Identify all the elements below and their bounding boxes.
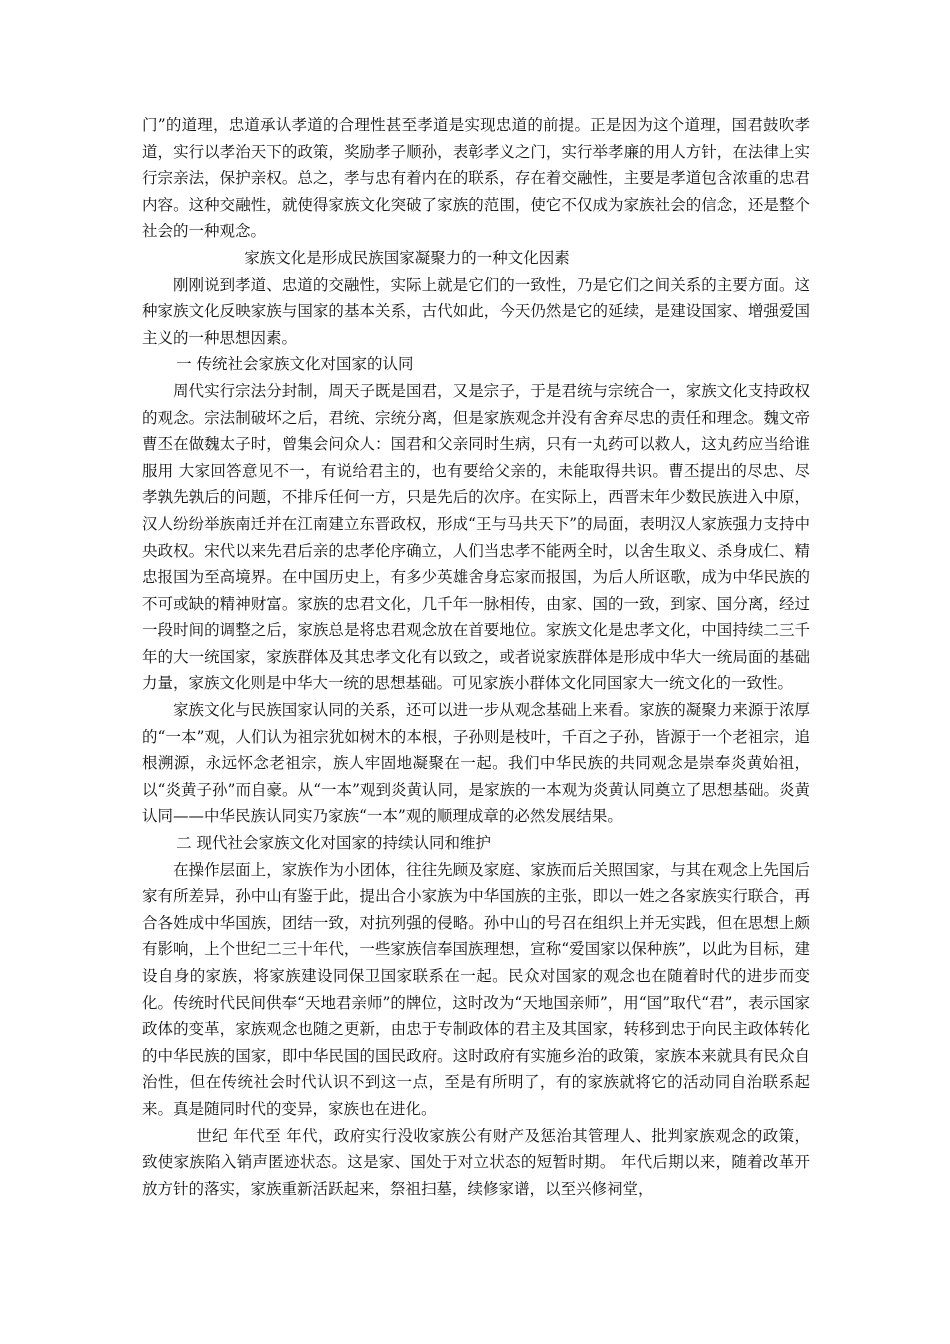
sub-heading-traditional: 一 传统社会家族文化对国家的认同 <box>176 355 414 374</box>
body-paragraph-intro-continued: 门”的道理，忠道承认孝道的合理性甚至孝道是实现忠道的前提。正是因为这个道理，国君鼓吹孝道，实行以孝治天下的政策，奖励孝子顺孙，表彰孝义之门，实行举孝廉的用人方针，在法律上实行宗亲法，保护亲权。总之，孝与忠有着内在的联系，存在着交融性，主要是孝道包含浓重的忠君内容。这种交融性，就使得家族文化突破了家族的范围，使它不仅成为家族社会的信念，还是整个社会的一种观念。 <box>142 116 810 241</box>
body-paragraph-traditional-b: 家族文化与民族国家认同的关系，还可以进一步从观念基础上来看。家族的凝聚力来源于浓厚的“一本”观，人们认为祖宗犹如树木的本根，子孙则是枝叶，千百之子孙，皆源于一个老祖宗，追根溯源，永远怀念老祖宗，族人牢固地凝聚在一起。我们中华民族的共同观念是崇奉炎黄始祖，以“炎黄子孙”而自豪。从“一本”观到炎黄认同，是家族的一本观为炎黄认同奠立了思想基础。炎黄认同——中华民族认同实乃家族“一本”观的顺理成章的必然发展结果。 <box>142 701 810 826</box>
body-paragraph-modern-a: 在操作层面上，家族作为小团体，往往先顾及家庭、家族而后关照国家，与其在观念上先国后家有所差异，孙中山有鉴于此，提出合小家族为中华国族的主张，即以一姓之各家族实行联合，再合各姓成中华国族，团结一致，对抗列强的侵略。孙中山的号召在组织上并无实践，但在思想上颇有影响，上个世纪二三十年代，一些家族信奉国族理想，宣称“爱国家以保种族”，以此为目标，建设自身的家族，将家族建设同保卫国家联系在一起。民众对国家的观念也在随着时代的进步而变化。传统时代民间供奉“天地君亲师”的牌位，这时改为“天地国亲师”，用“国”取代“君”，表示国家政体的变革，家族观念也随之更新，由忠于专制政体的君主及其国家，转移到忠于向民主政体转化的中华民族的国家，即中华民国的国民政府。这时政府有实施乡治的政策，家族本来就具有民众自治性，但在传统社会时代认识不到这一点，至是有所明了，有的家族就将它的活动同自治联系起来。真是随同时代的变异，家族也在进化。 <box>142 860 810 1118</box>
body-paragraph-traditional-a: 周代实行宗法分封制，周天子既是国君，又是宗子，于是君统与宗统合一，家族文化支持政权的观念。宗法制破坏之后，君统、宗统分离，但是家族观念并没有舍弃尽忠的责任和理念。魏文帝曹丕在做魏太子时，曾集会问众人：国君和父亲同时生病，只有一丸药可以救人，这丸药应当给谁服用 大家回答意见不一，有说给君主的，也有要给父亲的，未能取得共识。曹丕提出的尽忠、尽孝孰先孰后的问题，不排斥任何一方，只是先后的次序。在实际上，西晋末年少数民族进入中原，汉人纷纷举族南迁并在江南建立东晋政权，形成“王与马共天下”的局面，表明汉人家族强力支持中央政权。宋代以来先君后亲的忠孝伦序确立，人们当忠孝不能两全时，以舍生取义、杀身成仁、精忠报国为至高境界。在中国历史上，有多少英雄舍身忘家而报国，为后人所讴歌，成为中华民族的不可或缺的精神财富。家族的忠君文化，几千年一脉相传，由家、国的一致，到家、国分离，经过一段时间的调整之后，家族总是将忠君观念放在首要地位。家族文化是忠孝文化，中国持续二三千年的大一统国家，家族群体及其忠孝文化有以致之，或者说家族群体是形成中华大一统局面的基础力量，家族文化则是中华大一统的思想基础。可见家族小群体文化同国家大一统文化的一致性。 <box>142 381 810 693</box>
body-paragraph-modern-b: 世纪 年代至 年代，政府实行没收家族公有财产及惩治其管理人、批判家族观念的政策，致使家族陷入销声匿迹状态。这是家、国处于对立状态的短暂时期。 年代后期以来，随着改革开放方针的落实，家族重新活跃起来，祭祖扫墓，续修家谱，以至兴修祠堂， <box>142 1126 810 1198</box>
document-page <box>142 112 810 1202</box>
body-paragraph-section-intro: 刚刚说到孝道、忠道的交融性，实际上就是它们的一致性，乃是它们之间关系的主要方面。这种家族文化反映家族与国家的基本关系，古代如此，今天仍然是它的延续，是建设国家、增强爱国主义的一种思想因素。 <box>142 275 810 347</box>
section-heading: 家族文化是形成民族国家凝聚力的一种文化因素 <box>244 248 570 267</box>
sub-heading-modern: 二 现代社会家族文化对国家的持续认同和维护 <box>176 834 492 853</box>
